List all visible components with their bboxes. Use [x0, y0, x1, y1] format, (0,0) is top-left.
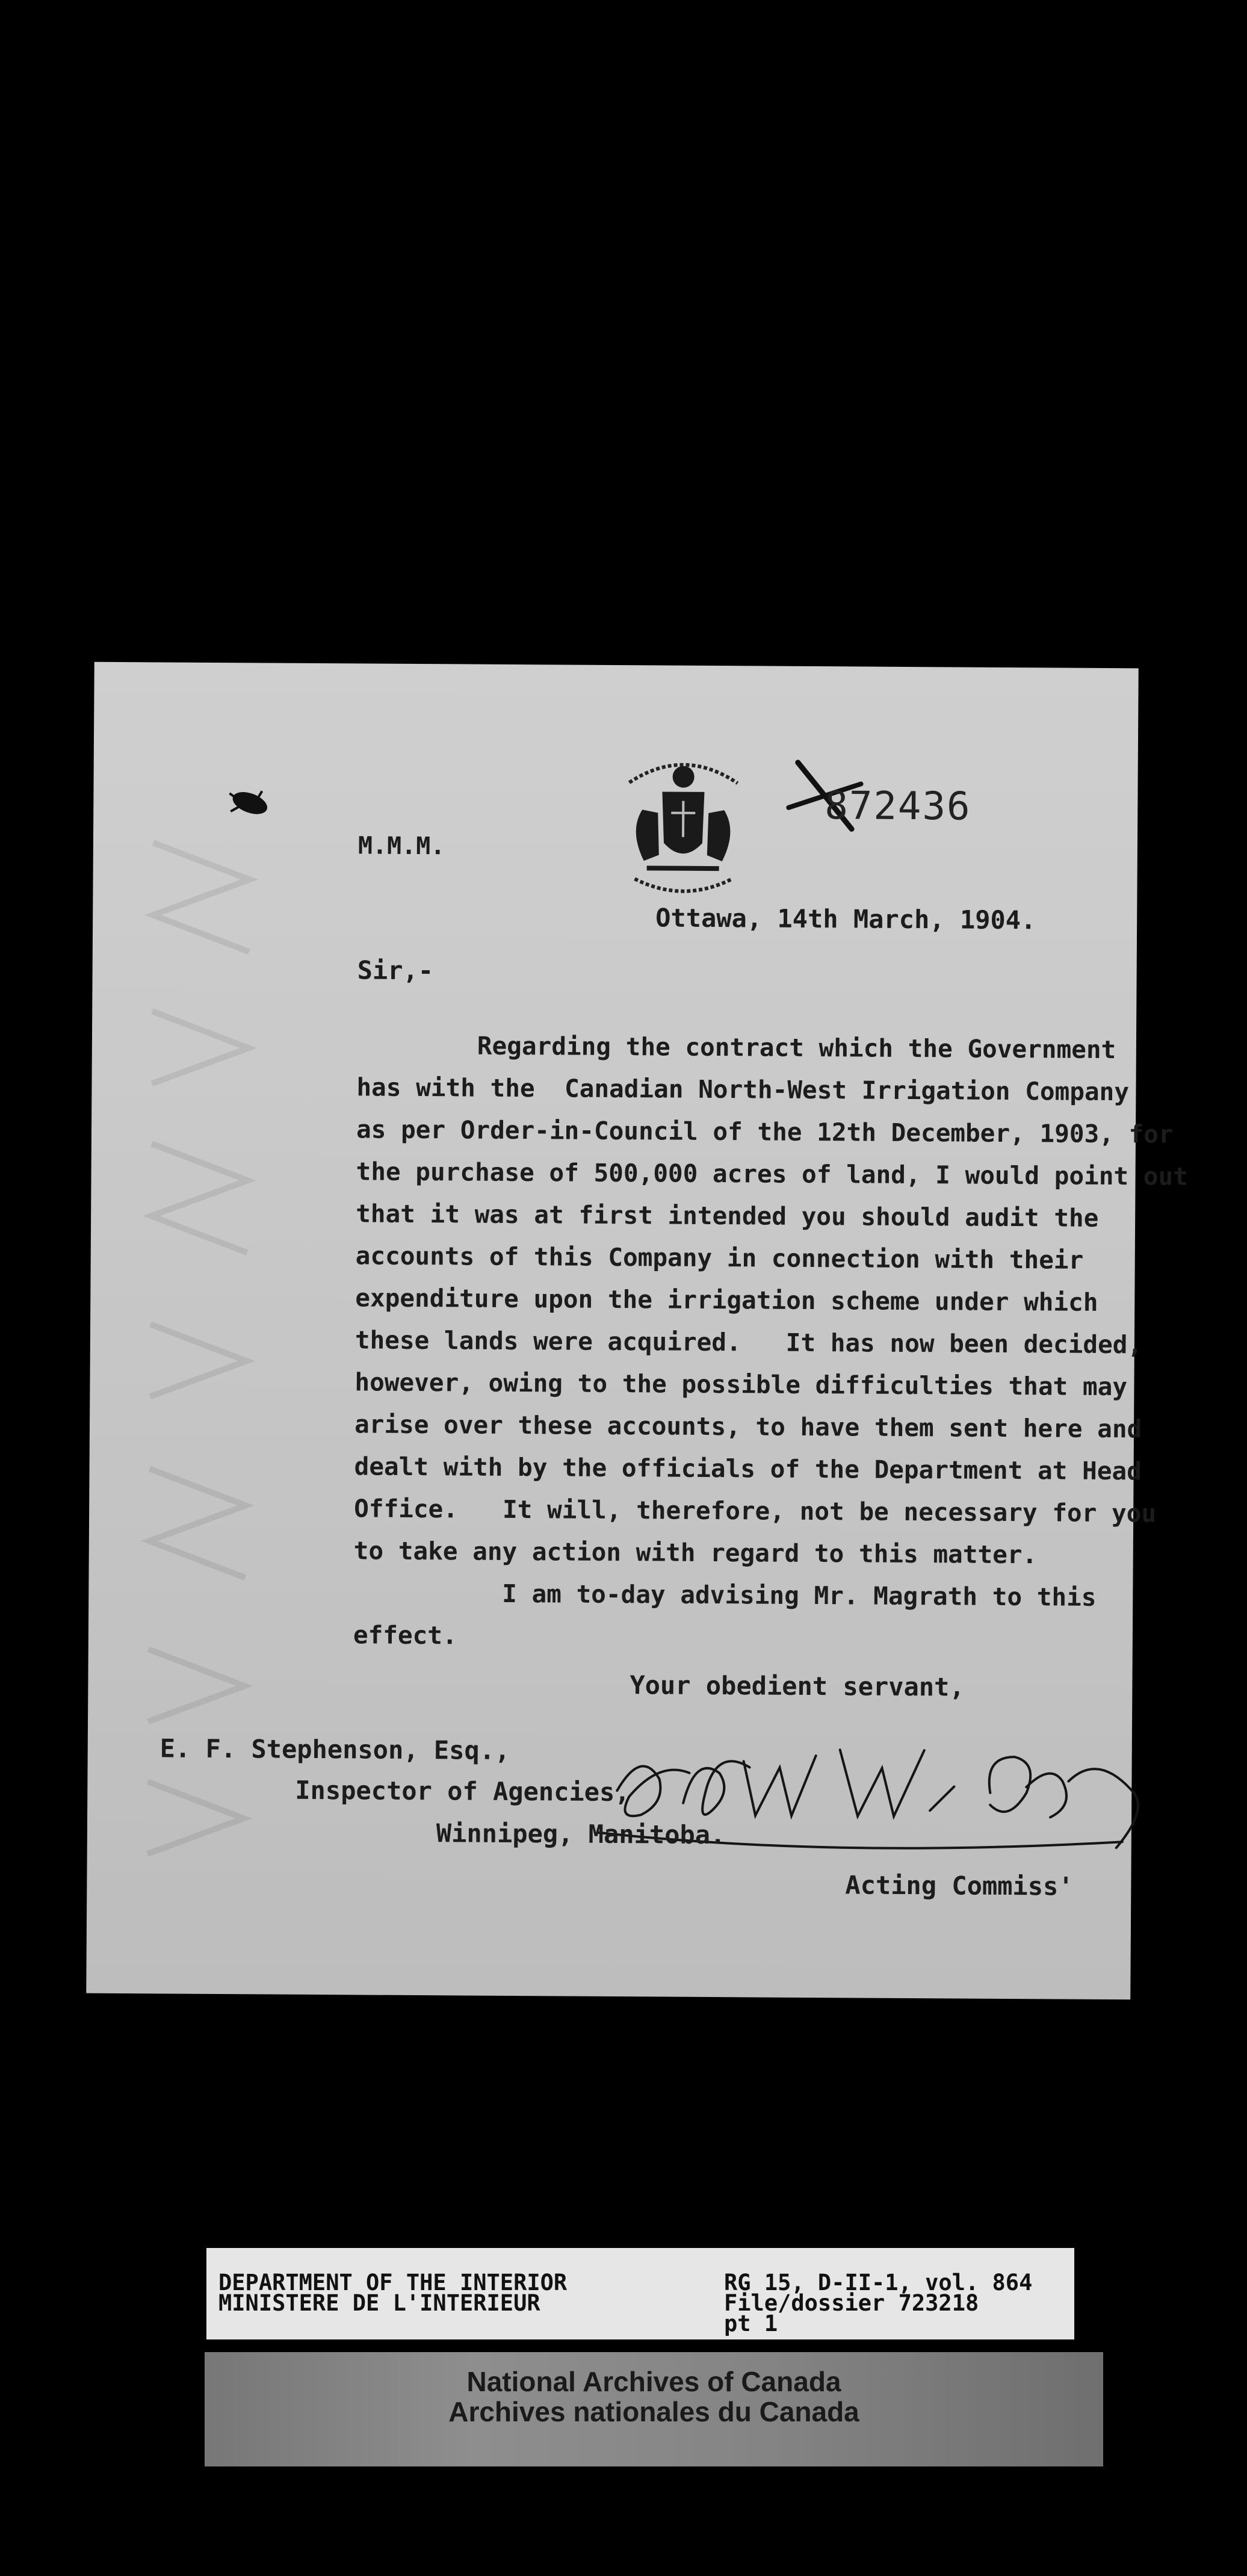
document-number: 872436	[825, 784, 971, 829]
addressee-city: Winnipeg, Manitoba.	[436, 1818, 726, 1850]
body-line: to take any action with regard to this matter.	[353, 1536, 1038, 1570]
department-crest-icon	[586, 740, 780, 898]
body-line: Office. It will, therefore, not be necessary for you	[354, 1494, 1157, 1528]
file-number: File/dossier 723218	[724, 2290, 979, 2316]
body-line: however, owing to the possible difficulties that may	[354, 1367, 1128, 1402]
body-line: these lands were acquired. It has now been decided,	[354, 1325, 1143, 1360]
signatory-title: Acting Commiss'	[845, 1870, 1074, 1901]
closing: Your obedient servant,	[630, 1670, 965, 1702]
department-name-en: DEPARTMENT OF THE INTERIOR	[218, 2270, 568, 2296]
reference-initials: M.M.M.	[357, 832, 445, 861]
body-line: that it was at first intended you should audit the	[356, 1199, 1099, 1233]
body-line: accounts of this Company in connection with their	[355, 1241, 1084, 1275]
body-line: dealt with by the officials of the Department at Head	[354, 1452, 1142, 1486]
salutation: Sir,-	[357, 955, 434, 986]
body-line: I am to-day advising Mr. Magrath to this	[353, 1578, 1097, 1612]
part-number: pt 1	[724, 2311, 778, 2336]
body-line: Regarding the contract which the Government	[477, 1031, 1116, 1065]
letter-page	[86, 662, 1189, 2000]
bleed-through-stamp	[123, 807, 274, 1890]
archive-name-fr: Archives nationales du Canada	[448, 2396, 859, 2427]
dateline: Ottawa, 14th March, 1904.	[655, 903, 1036, 935]
body-line: effect.	[353, 1620, 457, 1650]
addressee-title: Inspector of Agencies,	[295, 1775, 630, 1807]
department-name-fr: MINISTERE DE L'INTERIEUR	[218, 2290, 540, 2316]
archive-reference-label	[206, 2248, 1074, 2339]
body-line: expenditure upon the irrigation scheme under which	[355, 1283, 1098, 1317]
ink-blot	[224, 787, 273, 817]
body-line: as per Order-in-Council of the 12th December, 1903, for	[356, 1115, 1174, 1149]
addressee-name: E. F. Stephenson, Esq.,	[159, 1733, 510, 1765]
archive-banner	[205, 2352, 1103, 2466]
body-line: arise over these accounts, to have them sent here and	[354, 1410, 1142, 1444]
body-line: has with the Canadian North-West Irrigation Company	[356, 1073, 1130, 1107]
archive-name-en: National Archives of Canada	[466, 2366, 841, 2397]
body-line: the purchase of 500,000 acres of land, I would point out	[356, 1157, 1189, 1191]
record-group: RG 15, D-II-1, vol. 864	[724, 2270, 1033, 2296]
